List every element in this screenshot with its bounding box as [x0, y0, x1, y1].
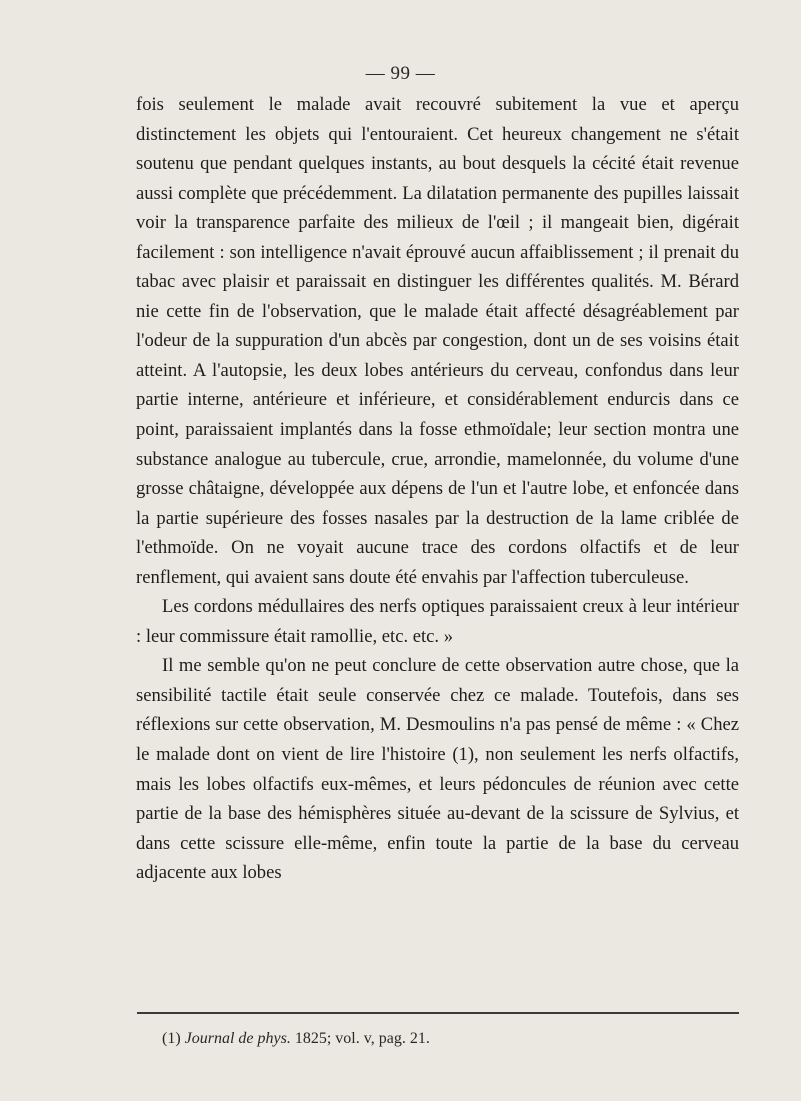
paragraph-optic-nerves: Les cordons médullaires des nerfs optiques paraissaient creux à leur intérieur : leur commissure était ramollie, etc. etc. » [136, 596, 739, 647]
footnote [162, 1030, 430, 1048]
footnote-marker: (1) [162, 1030, 181, 1047]
paragraph-observation: fois seulement le malade avait recouvré subitement la vue et aperçu distinctement les objets qui l'entouraient. Cet heureux changement ne s'était soutenu que pendant quelques instants, au bout desquels la cécité était revenue aussi complète que précédemment. La dilatation permanente des pupilles laissait voir la transparence parfaite des milieux de l'œil ; il mangeait bien, digérait facilement : son intelligence n'avait éprouvé aucun affaiblissement ; il prenait du tabac avec plaisir et paraissait en distinguer les différentes qualités. M. Bérard nie cette fin de l'observation, que le malade était affecté désagréablement par l'odeur de la suppuration d'un abcès par congestion, dont un de ses voisins était atteint. A l'autopsie, les deux lobes antérieurs du cerveau, confondus dans leur partie interne, antérieure et inférieure, et considérablement endurcis dans ce point, paraissaient implantés dans la fosse ethmoïdale; leur section montra une substance analogue au tubercule, crue, arrondie, mamelonnée, du volume d'une grosse châtaigne, développée aux dépens de l'un et l'autre lobe, et enfoncée dans la partie supérieure des fosses nasales par la destruction de la lame criblée de l'ethmoïde. On ne voyait aucune trace des cordons olfactifs et de leur renflement, qui avaient sans doute été envahis par l'affection tuberculeuse. [136, 94, 739, 588]
body-text [136, 90, 739, 888]
footnote-divider [137, 1012, 739, 1014]
paragraph-conclusion: Il me semble qu'on ne peut conclure de cette observation autre chose, que la sensibilité tactile était seule conservée chez ce malade. Toutefois, dans ses réflexions sur cette observation, M. Desmoulins n'a pas pensé de même : « Chez le malade dont on vient de lire l'histoire (1), non seulement les nerfs olfactifs, mais les lobes olfactifs eux-mêmes, et leurs pédoncules de réunion avec cette partie de la base des hémisphères située au-devant de la scissure de Sylvius, et dans cette scissure elle-même, enfin toute la partie de la base du cerveau adjacente aux lobes [136, 655, 739, 884]
page-number: — 99 — [365, 63, 436, 84]
footnote-journal: Journal de phys. [184, 1030, 291, 1047]
footnote-details: 1825; vol. v, pag. 21. [294, 1030, 430, 1047]
